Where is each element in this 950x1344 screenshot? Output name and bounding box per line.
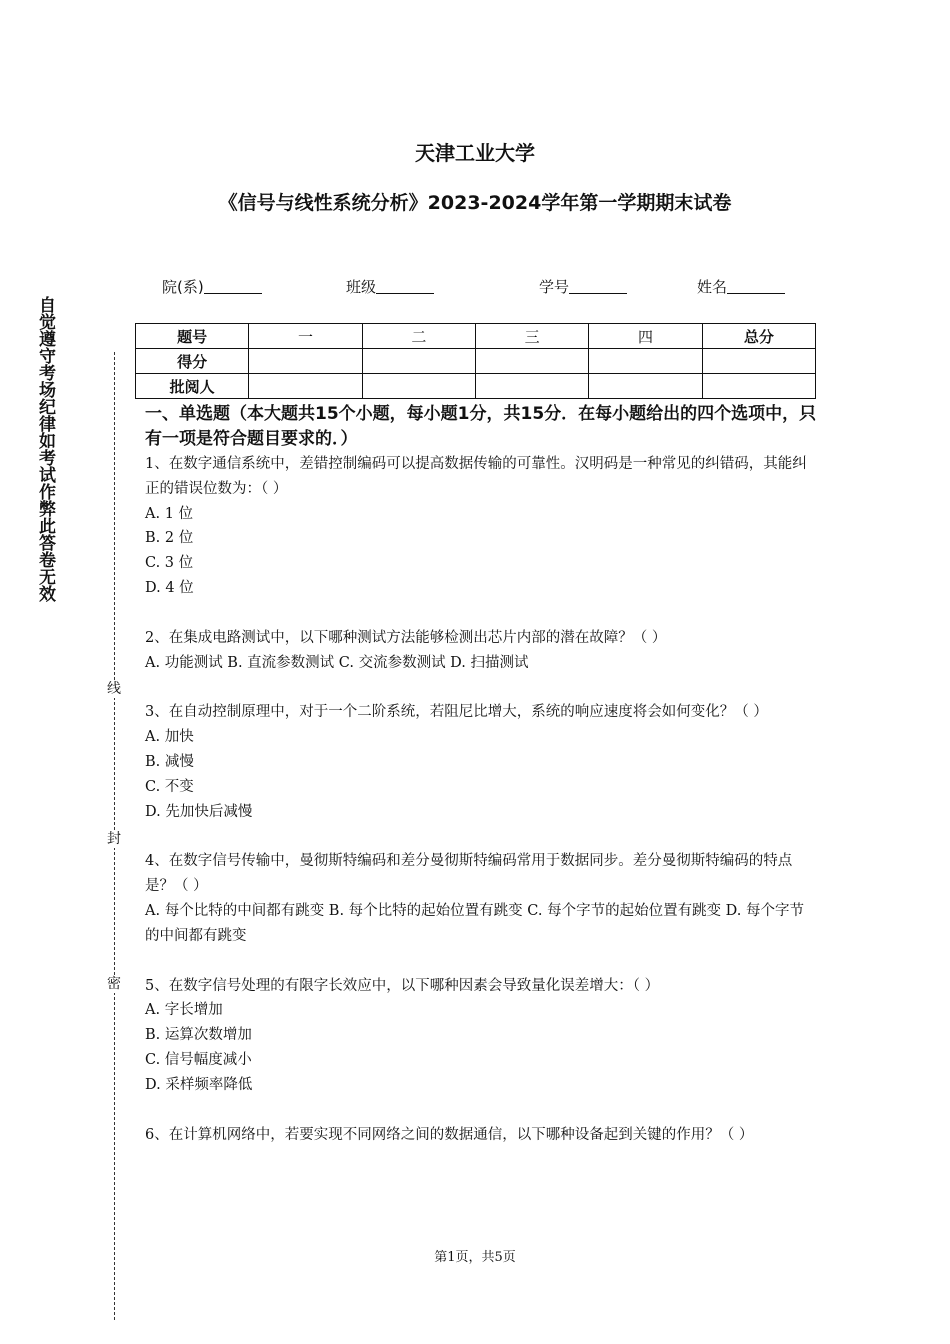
question-stem: 2、在集成电路测试中，以下哪种测试方法能够检测出芯片内部的潜在故障？（ ）: [145, 629, 667, 646]
seal-char-seal: 封: [104, 830, 124, 848]
row-label-score: 得分: [136, 349, 249, 374]
seal-char-secret: 密: [104, 975, 124, 993]
score-cell[interactable]: [362, 349, 475, 374]
grader-cell[interactable]: [362, 374, 475, 399]
option-item[interactable]: A. 加快: [145, 729, 194, 746]
table-row: [136, 349, 816, 374]
column-header: 四: [589, 324, 702, 349]
column-header-total: 总分: [702, 324, 815, 349]
score-table: [135, 323, 816, 399]
question-stem: 3、在自动控制原理中，对于一个二阶系统，若阻尼比增大，系统的响应速度将会如何变化？（ ）: [145, 704, 768, 721]
option-inline[interactable]: A. 每个比特的中间都有跳变 B. 每个比特的起始位置有跳变 C. 每个字节的起始位置有跳变 D. 每个字节的中间都有跳变: [145, 902, 805, 944]
question-area: [145, 402, 817, 1147]
option-item[interactable]: D. 4 位: [145, 579, 194, 596]
table-row: [136, 324, 816, 349]
grader-cell[interactable]: [589, 374, 702, 399]
student-id-blank[interactable]: [569, 279, 627, 294]
option-item[interactable]: D. 采样频率降低: [145, 1076, 253, 1093]
info-field-name: 姓名: [697, 276, 785, 297]
row-label-question-no: 题号: [136, 324, 249, 349]
grader-cell[interactable]: [702, 374, 815, 399]
option-item[interactable]: A. 字长增加: [145, 1002, 223, 1019]
option-inline[interactable]: A. 功能测试 B. 直流参数测试 C. 交流参数测试 D. 扫描测试: [145, 654, 529, 671]
question-stem: 4、在数字信号传输中，曼彻斯特编码和差分曼彻斯特编码常用于数据同步。差分曼彻斯特编码的特点是？（ ）: [145, 853, 793, 895]
exam-title: 《信号与线性系统分析》2023-2024学年第一学期期末试卷: [218, 192, 732, 214]
option-item[interactable]: A. 1 位: [145, 505, 194, 522]
info-field-department: 院(系): [162, 276, 262, 297]
class-blank[interactable]: [376, 279, 434, 294]
grader-cell[interactable]: [475, 374, 588, 399]
option-item[interactable]: B. 运算次数增加: [145, 1027, 252, 1044]
question-stem: 6、在计算机网络中，若要实现不同网络之间的数据通信，以下哪种设备起到关键的作用？（ ）: [145, 1126, 754, 1143]
row-label-grader: 批阅人: [136, 374, 249, 399]
seal-char-line: 线: [104, 680, 124, 698]
section-heading: 一、单选题（本大题共15个小题，每小题1分，共15分．在每小题给出的四个选项中，只有一项是符合题目要求的．）: [145, 404, 817, 449]
grader-cell[interactable]: [249, 374, 362, 399]
info-field-class: 班级: [346, 276, 434, 297]
option-item[interactable]: D. 先加快后减慢: [145, 803, 253, 820]
info-field-student-id: 学号: [539, 276, 627, 297]
exam-discipline-notice: 自觉遵守考场纪律如考试作弊此答卷无效: [35, 296, 55, 602]
option-item[interactable]: C. 不变: [145, 778, 194, 795]
page-footer: 第1页，共5页: [434, 1250, 516, 1265]
option-item[interactable]: C. 信号幅度减小: [145, 1051, 252, 1068]
question-stem: 1、在数字通信系统中，差错控制编码可以提高数据传输的可靠性。汉明码是一种常见的纠错码，其能纠正的错误位数为：（ ）: [145, 456, 807, 497]
table-row: [136, 374, 816, 399]
score-cell[interactable]: [475, 349, 588, 374]
score-cell[interactable]: [589, 349, 702, 374]
name-blank[interactable]: [727, 279, 785, 294]
option-item[interactable]: B. 减慢: [145, 753, 194, 770]
score-cell[interactable]: [249, 349, 362, 374]
option-item[interactable]: C. 3 位: [145, 555, 194, 572]
school-name: 天津工业大学: [415, 141, 535, 165]
option-item[interactable]: B. 2 位: [145, 530, 194, 547]
column-header: 三: [475, 324, 588, 349]
column-header: 二: [362, 324, 475, 349]
column-header: 一: [249, 324, 362, 349]
department-blank[interactable]: [204, 279, 262, 294]
score-cell[interactable]: [702, 349, 815, 374]
question-stem: 5、在数字信号处理的有限字长效应中，以下哪种因素会导致量化误差增大：（ ）: [145, 977, 660, 994]
